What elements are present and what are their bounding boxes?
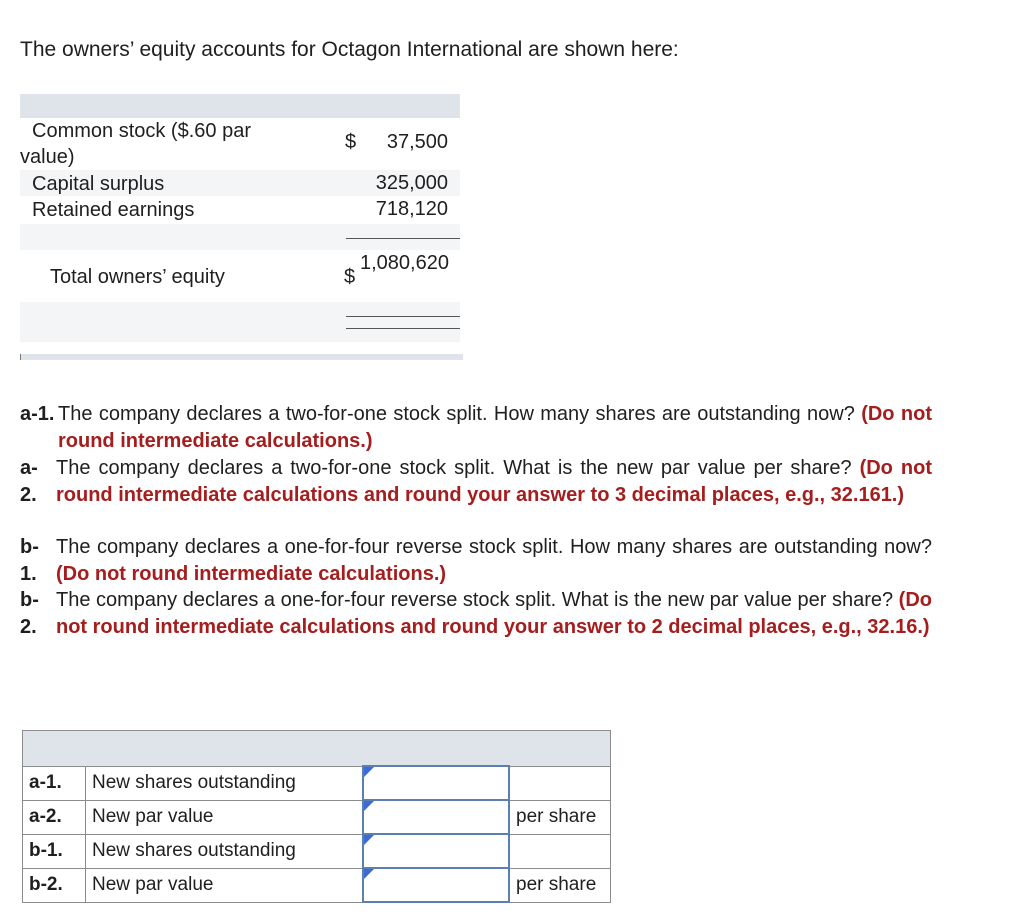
total-equity-label: Total owners’ equity [50, 266, 225, 288]
answer-row-a2 [23, 800, 611, 834]
question-note: (Do not round intermediate calculations and round your answer to 2 decimal places, e.g., 32.16.) [56, 589, 932, 638]
question-label-line2: 1. [20, 562, 37, 585]
answer-description: New par value [86, 868, 364, 902]
total-equity-amount: 1,080,620 [360, 252, 449, 274]
double-rule-top [346, 316, 460, 317]
question-label-line1: a- [20, 457, 38, 479]
question-note: (Do not round intermediate calculations.) [56, 562, 447, 585]
input-flag-icon [364, 801, 374, 811]
new-shares-a1-input[interactable] [364, 767, 508, 799]
answer-description: New par value [86, 800, 364, 834]
double-rule-bottom [346, 328, 460, 329]
capital-surplus-label: Capital surplus [32, 173, 165, 195]
input-flag-icon [364, 767, 374, 777]
question-text: The company declares a one-for-four reverse stock split. How many shares are outstanding now? [56, 536, 932, 558]
total-currency-symbol: $ [344, 266, 356, 288]
question-label: a-1. [20, 403, 55, 425]
answer-unit [509, 766, 611, 800]
answer-description: New shares outstanding [86, 834, 364, 868]
question-label-line2: 2. [20, 483, 37, 506]
question-label-line1: b- [20, 536, 39, 558]
question-text: The company declares a two-for-one stock split. How many shares are outstanding now? [58, 403, 855, 425]
retained-earnings-label: Retained earnings [32, 199, 195, 221]
question-b1 [20, 534, 932, 587]
row-highlight [20, 224, 460, 250]
equity-table-header [20, 94, 460, 118]
answer-id: a-2. [23, 800, 86, 834]
answer-cell [363, 834, 509, 868]
answer-unit: per share [509, 868, 611, 902]
answer-description: New shares outstanding [86, 766, 364, 800]
answer-cell [363, 868, 509, 902]
question-note: (Do not round intermediate calculations and round your answer to 3 decimal places, e.g., 32.161.) [56, 457, 932, 506]
new-shares-b1-input[interactable] [364, 835, 508, 867]
row-highlight [20, 302, 460, 342]
question-a1 [20, 401, 932, 454]
answer-unit [509, 834, 611, 868]
input-flag-icon [364, 835, 374, 845]
equity-table-footer [20, 354, 463, 360]
answer-cell [363, 800, 509, 834]
question-a2 [20, 455, 932, 508]
answer-table-header [23, 731, 611, 767]
answer-unit: per share [509, 800, 611, 834]
question-label-line2: 2. [20, 615, 37, 638]
capital-surplus-amount: 325,000 [375, 172, 448, 194]
question-note: (Do not round intermediate calculations.) [58, 403, 932, 452]
common-stock-value: 37,500 [386, 131, 448, 153]
currency-symbol: $ [345, 131, 357, 153]
answer-cell [363, 766, 509, 800]
answer-row-b2 [23, 868, 611, 902]
answer-id: a-1. [23, 766, 86, 800]
subtotal-rule [346, 238, 460, 239]
problem-intro: The owners’ equity accounts for Octagon International are shown here: [20, 38, 679, 61]
answer-row-b1 [23, 834, 611, 868]
question-b2 [20, 587, 932, 640]
retained-earnings-amount: 718,120 [375, 198, 448, 220]
common-stock-label: Common stock ($.60 par [32, 120, 251, 142]
question-text: The company declares a two-for-one stock split. What is the new par value per share? [56, 457, 852, 479]
new-par-a2-input[interactable] [364, 801, 508, 833]
answer-row-a1 [23, 766, 611, 800]
answer-id: b-2. [23, 868, 86, 902]
common-stock-amount [308, 131, 448, 154]
question-text: The company declares a one-for-four reverse stock split. What is the new par value per share? [56, 589, 894, 611]
common-stock-label-cont: value) [20, 146, 75, 168]
answer-id: b-1. [23, 834, 86, 868]
new-par-b2-input[interactable] [364, 869, 508, 901]
input-flag-icon [364, 869, 374, 879]
answer-table [22, 730, 611, 903]
question-label-line1: b- [20, 589, 39, 611]
